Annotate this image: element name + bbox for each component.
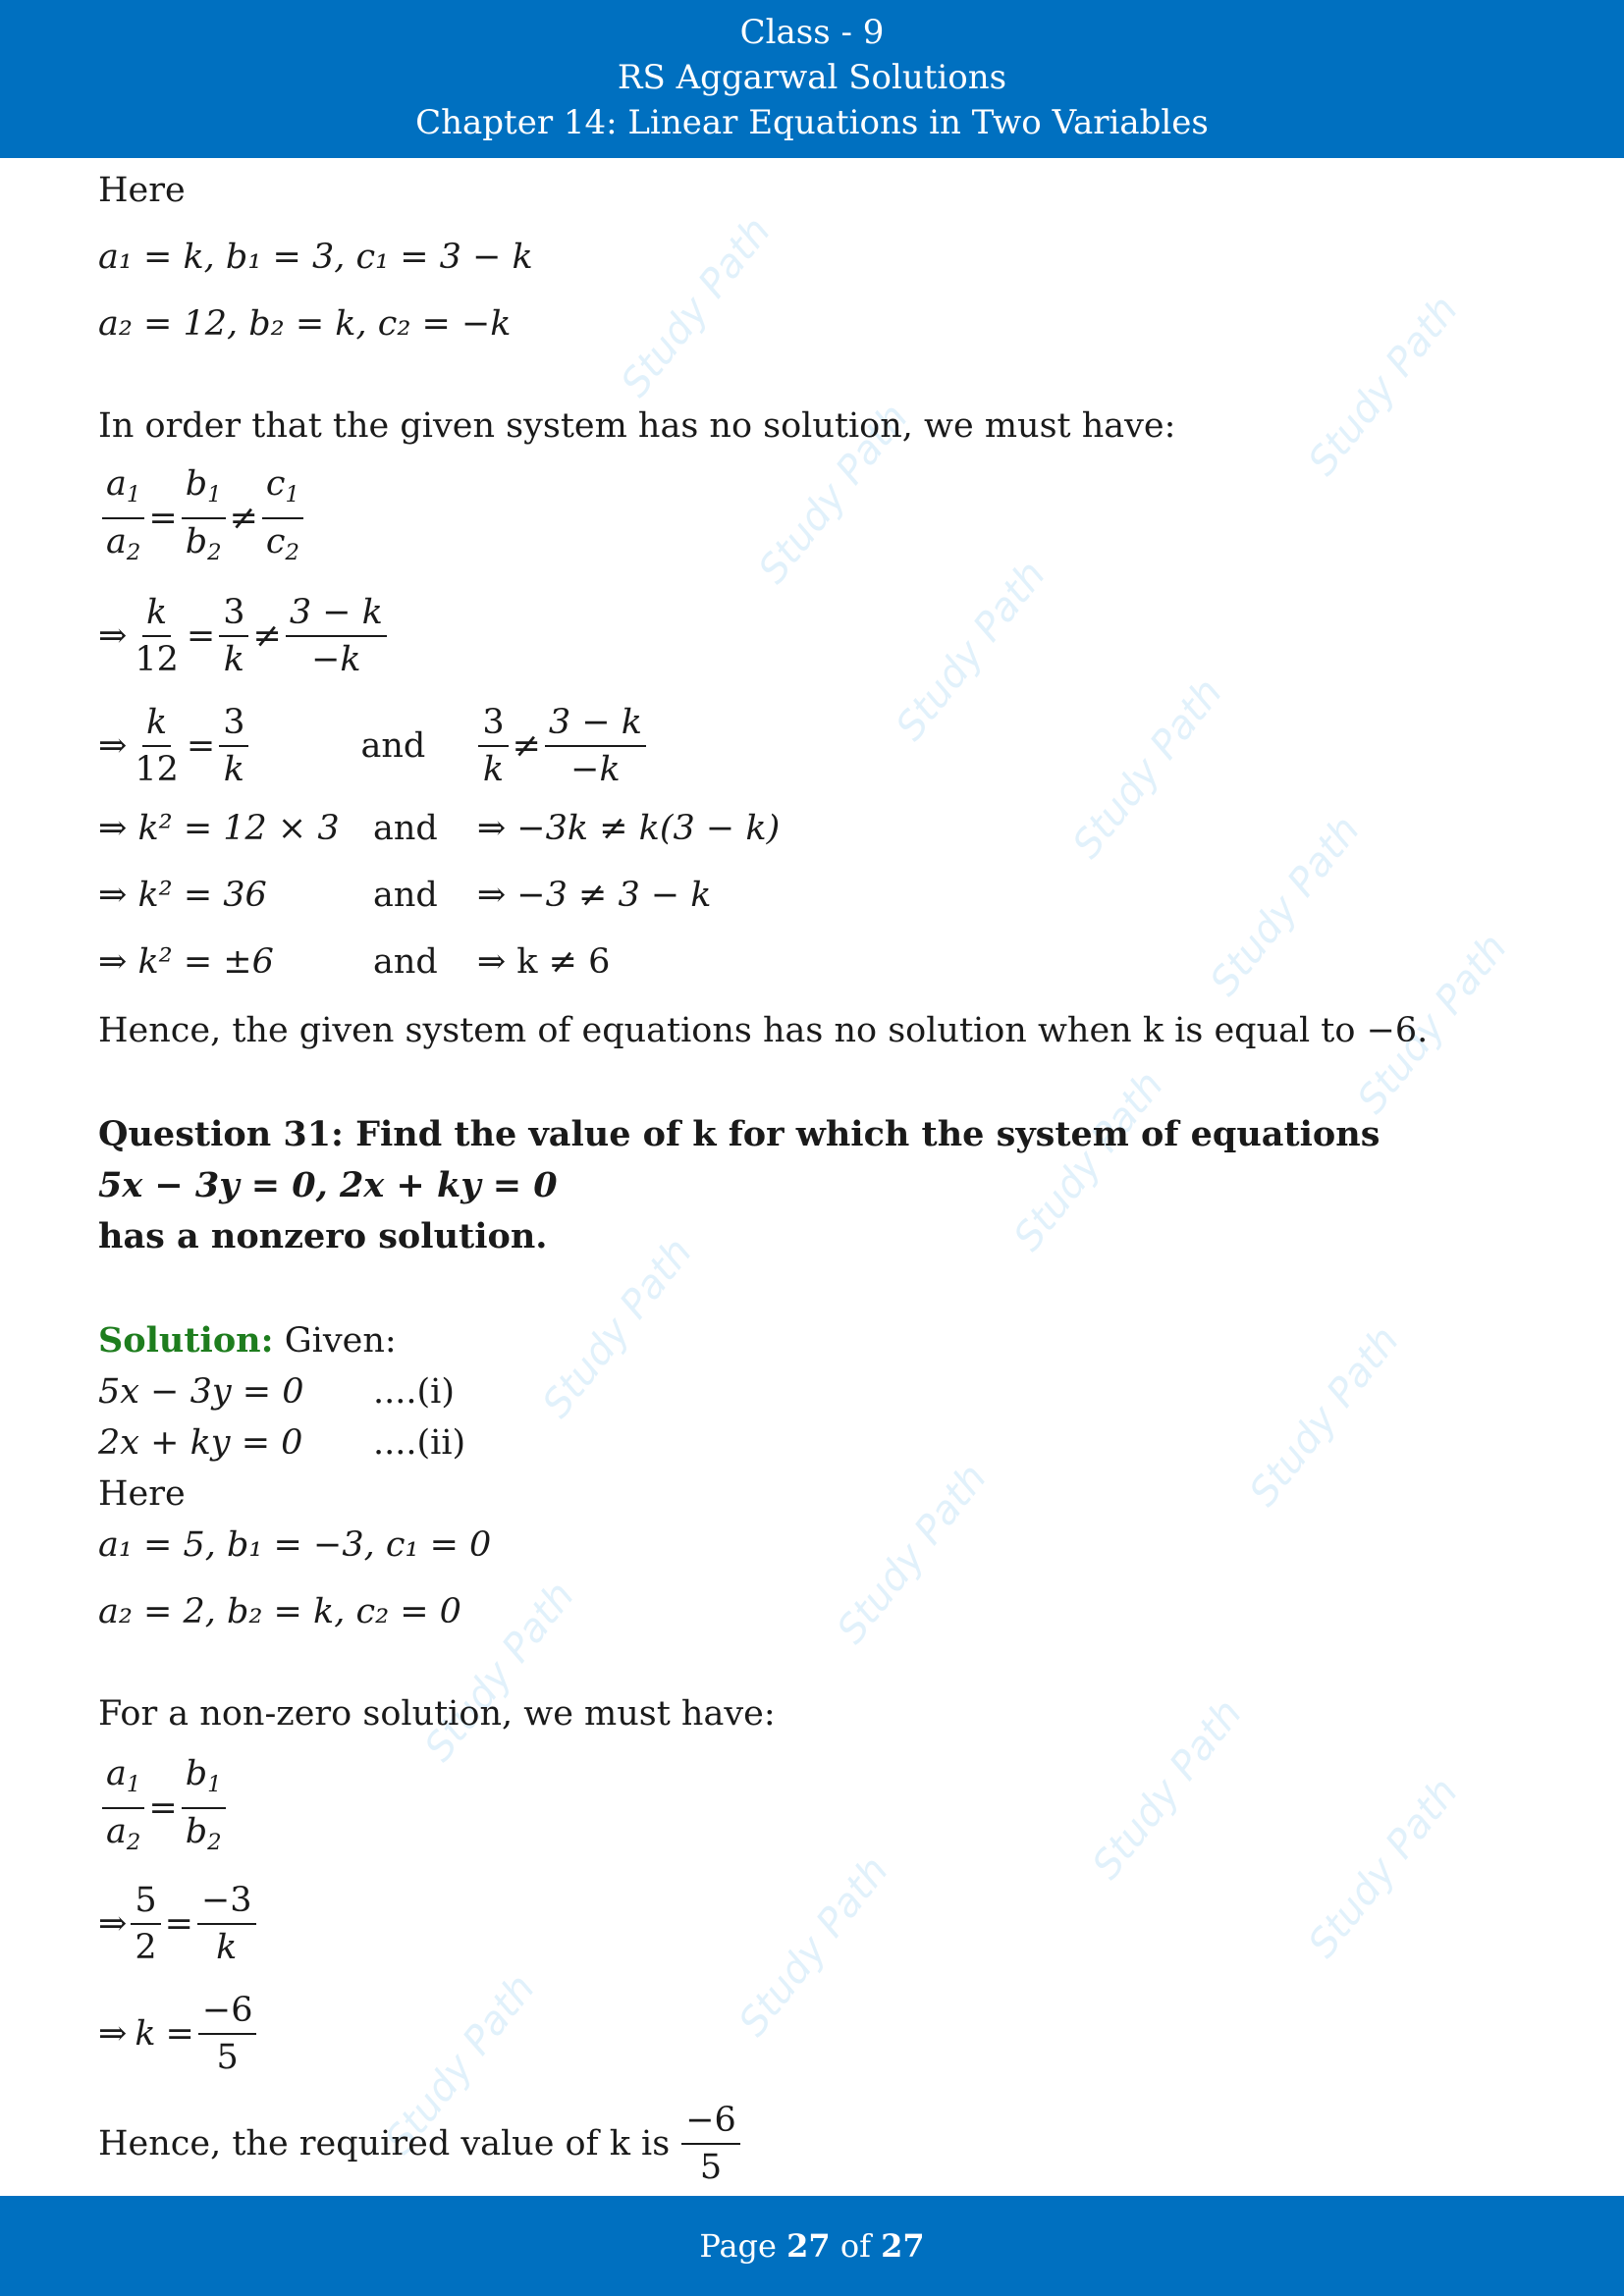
page-header [0, 0, 1624, 158]
equation-i [98, 1370, 455, 1414]
here-label-2: Here [98, 1474, 186, 1514]
conclusion-2: Hence, the required value of k is $\frac{-6}{5}$ [98, 2095, 744, 2193]
step-7: ⇒ $\frac{5}{2}$ = $\frac{-3}{k}$ [98, 1875, 260, 1973]
header-chapter: Chapter 14: Linear Equations in Two Variables [415, 103, 1209, 142]
watermark: Study Path [1201, 807, 1370, 1005]
solution-given: Given: [284, 1321, 397, 1361]
watermark: Study Path [533, 1229, 702, 1427]
watermark: Study Path [376, 1965, 545, 2163]
footer-current-page: 27 [786, 2227, 831, 2265]
and-word: and [373, 876, 438, 915]
footer-page-word: Page [699, 2227, 777, 2265]
watermark: Study Path [1004, 1062, 1173, 1260]
coefficients-2a: a₁ = 5, b₁ = −3, c₁ = 0 [98, 1525, 492, 1565]
watermark: Study Path [1083, 1690, 1252, 1889]
watermark: Study Path [887, 552, 1056, 750]
step-1: ⇒ $\frac{k}{12}$ = $\frac{3}{k}$ ≠ $\frac{3 - k}{-k}$ [98, 587, 391, 685]
step-2: ⇒ $\frac{k}{12}$ = $\frac{3}{k}$ and $\frac{3}{k}$ ≠ $\frac{3 - k}{-k}$ [98, 697, 650, 795]
equation-i-tag: ....(i) [373, 1372, 456, 1412]
step-8: ⇒ k = $\frac{-6}{5}$ [98, 1985, 260, 2083]
question-31-equations: 5x − 3y = 0, 2x + ky = 0 [98, 1165, 558, 1205]
header-class: Class - 9 [739, 13, 885, 52]
ratio-condition: $\frac{a_1}{a_2}$ = $\frac{b_1}{b_2}$ ≠ $\frac{c_1}{c_2}$ [98, 469, 307, 567]
conclusion-2-text: Hence, the required value of k is [98, 2124, 671, 2163]
watermark: Study Path [415, 1573, 584, 1771]
condition-nonzero: For a non-zero solution, we must have: [98, 1694, 776, 1734]
condition-no-solution: In order that the given system has no solution, we must have: [98, 406, 1176, 446]
step-5-left: ⇒ k² = 36 [98, 876, 267, 915]
and-word: and [373, 942, 438, 982]
watermark: Study Path [1299, 287, 1468, 485]
question-31-title: Question 31: Find the value of k for which the system of equations [98, 1114, 1380, 1154]
header-book: RS Aggarwal Solutions [617, 58, 1007, 97]
here-label-1: Here [98, 171, 186, 210]
step-4-left: ⇒ k² = 12 × 3 [98, 809, 340, 848]
step-6 [98, 940, 610, 984]
watermark: Study Path [749, 395, 918, 593]
equation-i-expr: 5x − 3y = 0 [98, 1372, 304, 1412]
step-4 [98, 807, 780, 850]
watermark: Study Path [612, 208, 781, 406]
coefficients-1a: a₁ = k, b₁ = 3, c₁ = 3 − k [98, 238, 533, 277]
question-31-condition: has a nonzero solution. [98, 1216, 548, 1256]
step-5 [98, 874, 712, 917]
equation-ii [98, 1421, 465, 1465]
footer-total-pages: 27 [881, 2227, 925, 2265]
and-word: and [373, 809, 438, 848]
step-6-left: ⇒ k² = ±6 [98, 942, 274, 982]
coefficients-2b: a₂ = 2, b₂ = k, c₂ = 0 [98, 1592, 461, 1631]
equation-ii-tag: ....(ii) [373, 1423, 466, 1463]
solution-label: Solution: [98, 1320, 274, 1361]
step-5-right: ⇒ −3 ≠ 3 − k [476, 876, 712, 915]
footer-of-word: of [839, 2227, 871, 2265]
ratio-condition-2: $\frac{a_1}{a_2}$ = $\frac{b_1}{b_2}$ [98, 1759, 230, 1857]
page-footer [0, 2196, 1624, 2296]
watermark: Study Path [1063, 669, 1232, 868]
and-word: and [360, 726, 426, 766]
solution-heading [98, 1319, 397, 1362]
watermark: Study Path [828, 1455, 997, 1653]
step-4-right: ⇒ −3k ≠ k(3 − k) [476, 809, 781, 848]
step-6-right: ⇒ k ≠ 6 [476, 942, 611, 982]
watermark: Study Path [1299, 1769, 1468, 1967]
watermark: Study Path [730, 1847, 898, 2046]
equation-ii-expr: 2x + ky = 0 [98, 1423, 303, 1463]
conclusion-1: Hence, the given system of equations has no solution when k is equal to −6. [98, 1011, 1429, 1050]
coefficients-1b: a₂ = 12, b₂ = k, c₂ = −k [98, 304, 512, 344]
watermark: Study Path [1348, 925, 1517, 1123]
watermark: Study Path [1240, 1317, 1409, 1516]
